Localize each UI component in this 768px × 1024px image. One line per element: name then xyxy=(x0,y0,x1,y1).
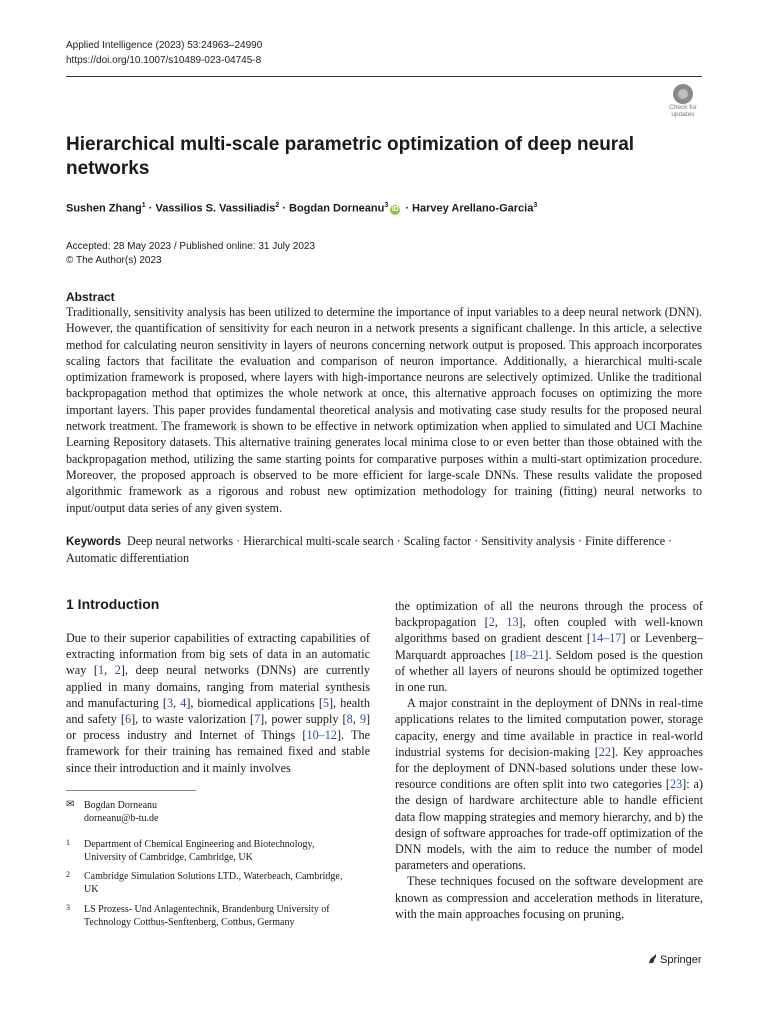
author-affiliation-mark: 3 xyxy=(533,202,538,209)
affiliation-footnote xyxy=(66,870,356,896)
citation-link[interactable]: 5 xyxy=(322,695,329,710)
citation-link[interactable]: 1 xyxy=(98,663,105,678)
author-affiliation-mark: 1 xyxy=(141,202,146,209)
paragraph: the optimization of all the neurons through the process of backpropagation [2, 13], often coupled with well-known algorithms based on gradient descent [14–17] or Levenberg–Marquardt approaches [18–21]. Seldom posed is the question of whether all layers of neurons should be optimized together in one run. xyxy=(395,599,704,695)
footnote-number: 2 xyxy=(66,870,70,879)
affiliation-text: Department of Chemical Engineering and Biotechnology, University of Cambridge, Cambridge, UK xyxy=(84,839,315,863)
footnote-number: 3 xyxy=(66,903,70,912)
check-for-updates-icon xyxy=(673,84,693,104)
citation-link[interactable]: 9 xyxy=(359,712,366,727)
intro-right-column xyxy=(395,598,703,922)
footnote-number: 1 xyxy=(66,838,70,847)
journal-header xyxy=(66,38,262,68)
citation-link[interactable]: 7 xyxy=(254,712,261,727)
author-name[interactable]: Vassilios S. Vassiliadis xyxy=(155,202,276,215)
author-affiliation-mark: 2 xyxy=(275,202,280,209)
publisher-name: Springer xyxy=(660,954,702,966)
intro-left-column xyxy=(66,630,370,776)
keywords xyxy=(66,533,702,566)
citation-link[interactable]: 2 xyxy=(488,615,495,630)
paragraph: Due to their superior capabilities of extracting capabilities of extracting information from big sets of data in an automatic way [1, 2], deep neural networks (DNNs) are currently applied in many domains, ranging from material synthesis and manufacturing [3, 4], biomedical applications [5], health and safety [6], to waste valorization [7], power supply [8, 9] or process industry and Internet of Things [10–12]. The framework for their training has remained fixed and stable since their introduction and it mainly involves xyxy=(66,631,371,775)
affiliation-text: LS Prozess- Und Anlagentechnik, Brandenburg University of Technology Cottbus-Senftenberg, Cottbus, Germany xyxy=(84,904,330,928)
corresponding-author-name: Bogdan Dorneanu xyxy=(84,800,158,811)
paragraph: A major constraint in the deployment of DNNs in real-time applications relates to the limited computation power, storage capacity, energy and time available in practice in real-world industrial systems for decision-making [22]. Key approaches for the deployment of DNN-based solutions under these low-resource conditions are often split into two categories [23]: a) the design of hardware architecture able to handle efficient data flow mapping strategies and memory hierarchy, and b) the design of software approaches for trade-off optimization of the DNN models, with the aim to reduce the number of model parameters and operations. xyxy=(395,696,703,873)
author-name[interactable]: Harvey Arellano-Garcia xyxy=(412,202,534,215)
citation-link[interactable]: 18–21 xyxy=(513,647,545,662)
check-for-updates-badge[interactable] xyxy=(663,84,703,124)
citation-link[interactable]: 10–12 xyxy=(306,728,337,743)
author-list: Sushen Zhang$^1$ · Vassilios S. Vassiliadis$^2$ · Bogdan Dorneanu$^3$iD · Harvey Arellano-Garcia$^3$ xyxy=(66,202,538,215)
publication-meta xyxy=(66,240,315,268)
envelope-icon: ✉ xyxy=(66,799,75,810)
author-name[interactable]: Sushen Zhang xyxy=(66,202,142,215)
author-name[interactable]: Bogdan Dorneanu xyxy=(289,202,385,215)
citation-link[interactable]: 23 xyxy=(669,777,683,792)
publication-dates: Accepted: 28 May 2023 / Published online: 31 July 2023 xyxy=(66,241,316,252)
citation-link[interactable]: 22 xyxy=(598,744,611,759)
orcid-icon[interactable]: iD xyxy=(391,205,399,213)
citation-link[interactable]: 4 xyxy=(180,695,187,710)
copyright-notice: © The Author(s) 2023 xyxy=(66,255,162,266)
affiliation-text: Cambridge Simulation Solutions LTD., Waterbeach, Cambridge, UK xyxy=(84,871,343,895)
affiliation-footnote xyxy=(66,838,356,864)
citation-link[interactable]: 13 xyxy=(506,615,519,630)
abstract-text: Traditionally, sensitivity analysis has been utilized to determine the importance of input variables to a deep neural network (DNN). However, the quantification of sensitivity for each neuron in a network presents a significant challenge. In this article, a selective method for calculating neuron sensitivity in layers of neurons concerning network output is proposed. This approach incorporates scaling factors that facilitate the evaluation and comparison of neuron importance. Additionally, a hierarchical multi-scale optimization framework is proposed, where layers with high-importance neurons are selectively optimized. Unlike the traditional backpropagation method that optimizes the whole network at once, this alternative approach focuses on optimizing the more important layers. This paper provides fundamental theoretical analysis and motivating case study results for the proposed neural network treatment. The framework is shown to be effective in network optimization when applied to simulated and UCI Machine Learning Repository datasets. This alternative training generates local minima close to or even better than those obtained with the backpropagation method, utilizing the same starting points for comparative purposes within a multi-start optimization procedure. Moreover, the proposed approach is observed to be more efficient for large-scale DNNs. These results validate the proposed algorithmic framework as a rigorous and robust new optimization methodology for training (fitting) neural networks to input/output data series of any given system. xyxy=(66,305,702,515)
doi-link[interactable]: https://doi.org/10.1007/s10489-023-04745-8 xyxy=(66,55,262,66)
publisher-logo xyxy=(648,953,702,966)
corresponding-author xyxy=(66,799,366,825)
citation-link[interactable]: 14–17 xyxy=(590,631,622,646)
header-rule xyxy=(66,76,702,77)
paper-title: Hierarchical multi-scale parametric optimization of deep neural networks xyxy=(66,134,635,179)
check-for-updates-label: Check for updates xyxy=(669,104,697,118)
citation-link[interactable]: 8 xyxy=(346,712,353,727)
keywords-text: Deep neural networks · Hierarchical multi-scale search · Scaling factor · Sensitivity analysis · Finite difference · Automatic differentiation xyxy=(66,534,673,565)
corresponding-author-email[interactable]: dorneanu@b-tu.de xyxy=(84,813,159,824)
keywords-label: Keywords xyxy=(66,536,121,548)
springer-horse-icon xyxy=(648,953,657,964)
affiliation-footnote xyxy=(66,903,356,929)
footnote-rule xyxy=(66,790,196,791)
citation-link[interactable]: 2 xyxy=(114,663,121,678)
section-heading: 1 Introduction xyxy=(66,596,160,612)
citation-link[interactable]: 6 xyxy=(124,712,132,727)
paragraph: These techniques focused on the software development are known as compression and acceleration methods in literature, with the main approaches focusing on pruning, xyxy=(395,874,703,921)
citation-link[interactable]: 3 xyxy=(166,695,174,710)
abstract-heading: Abstract xyxy=(66,290,115,304)
author-affiliation-mark: 3 xyxy=(384,202,389,209)
journal-reference: Applied Intelligence (2023) 53:24963–24990 xyxy=(66,40,263,51)
